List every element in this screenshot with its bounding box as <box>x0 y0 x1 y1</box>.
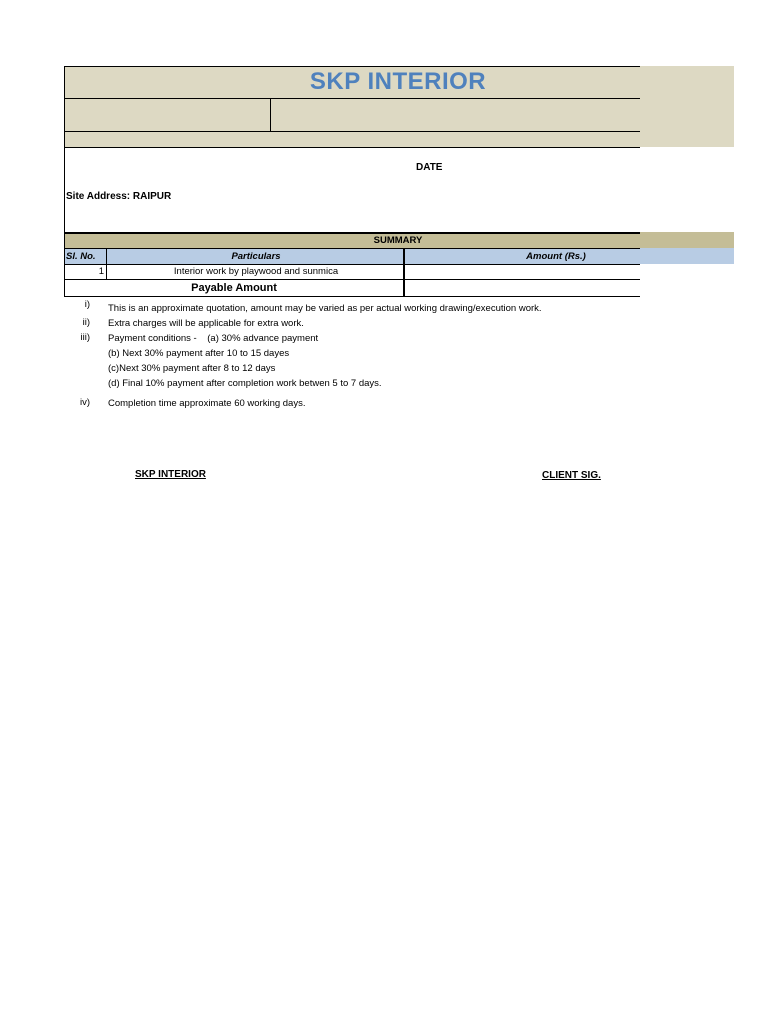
company-title: SKP INTERIOR <box>309 68 487 95</box>
row-sl-no: 1 <box>98 266 104 277</box>
table-border-left <box>64 232 65 297</box>
site-address: Site Address: RAIPUR <box>66 191 172 202</box>
column-sl-no: Sl. No. <box>66 251 96 262</box>
table-border-4 <box>64 279 640 280</box>
row-particulars: Interior work by playwood and sunmica <box>173 266 339 277</box>
term-num: i) <box>84 299 90 310</box>
table-col-divider-1 <box>106 248 107 280</box>
date-label: DATE <box>416 162 443 173</box>
payable-amount-label: Payable Amount <box>191 282 277 294</box>
table-border-3 <box>64 264 640 265</box>
term-text: Completion time approximate 60 working days. <box>108 398 306 409</box>
table-border-top <box>64 232 640 234</box>
header-bottom-border <box>64 147 640 148</box>
term-text: (b) Next 30% payment after 10 to 15 dayes <box>108 348 290 359</box>
table-border-bottom <box>64 296 640 297</box>
term-num: ii) <box>82 317 90 328</box>
term-text: This is an approximate quotation, amount may be varied as per actual working drawing/execution work. <box>108 303 542 314</box>
term-text: Extra charges will be applicable for extra work. <box>108 318 304 329</box>
column-amount: Amount (Rs.) <box>526 251 586 262</box>
table-border-2 <box>64 248 640 249</box>
term-num: iii) <box>80 332 90 343</box>
column-particulars: Particulars <box>231 251 281 262</box>
header-cell-divider <box>270 98 271 131</box>
term-text: (d) Final 10% payment after completion work betwen 5 to 7 days. <box>108 378 382 389</box>
term-text: (c)Next 30% payment after 8 to 12 days <box>108 363 276 374</box>
header-divider-1 <box>64 98 640 99</box>
term-text: Payment conditions - (a) 30% advance payment <box>108 333 319 344</box>
table-col-divider-2 <box>403 248 405 297</box>
client-signature: CLIENT SIG. <box>542 470 601 481</box>
summary-title: SUMMARY <box>373 235 423 246</box>
company-signature: SKP INTERIOR <box>135 469 206 480</box>
header-divider-2 <box>64 131 640 132</box>
term-num: iv) <box>79 397 90 408</box>
